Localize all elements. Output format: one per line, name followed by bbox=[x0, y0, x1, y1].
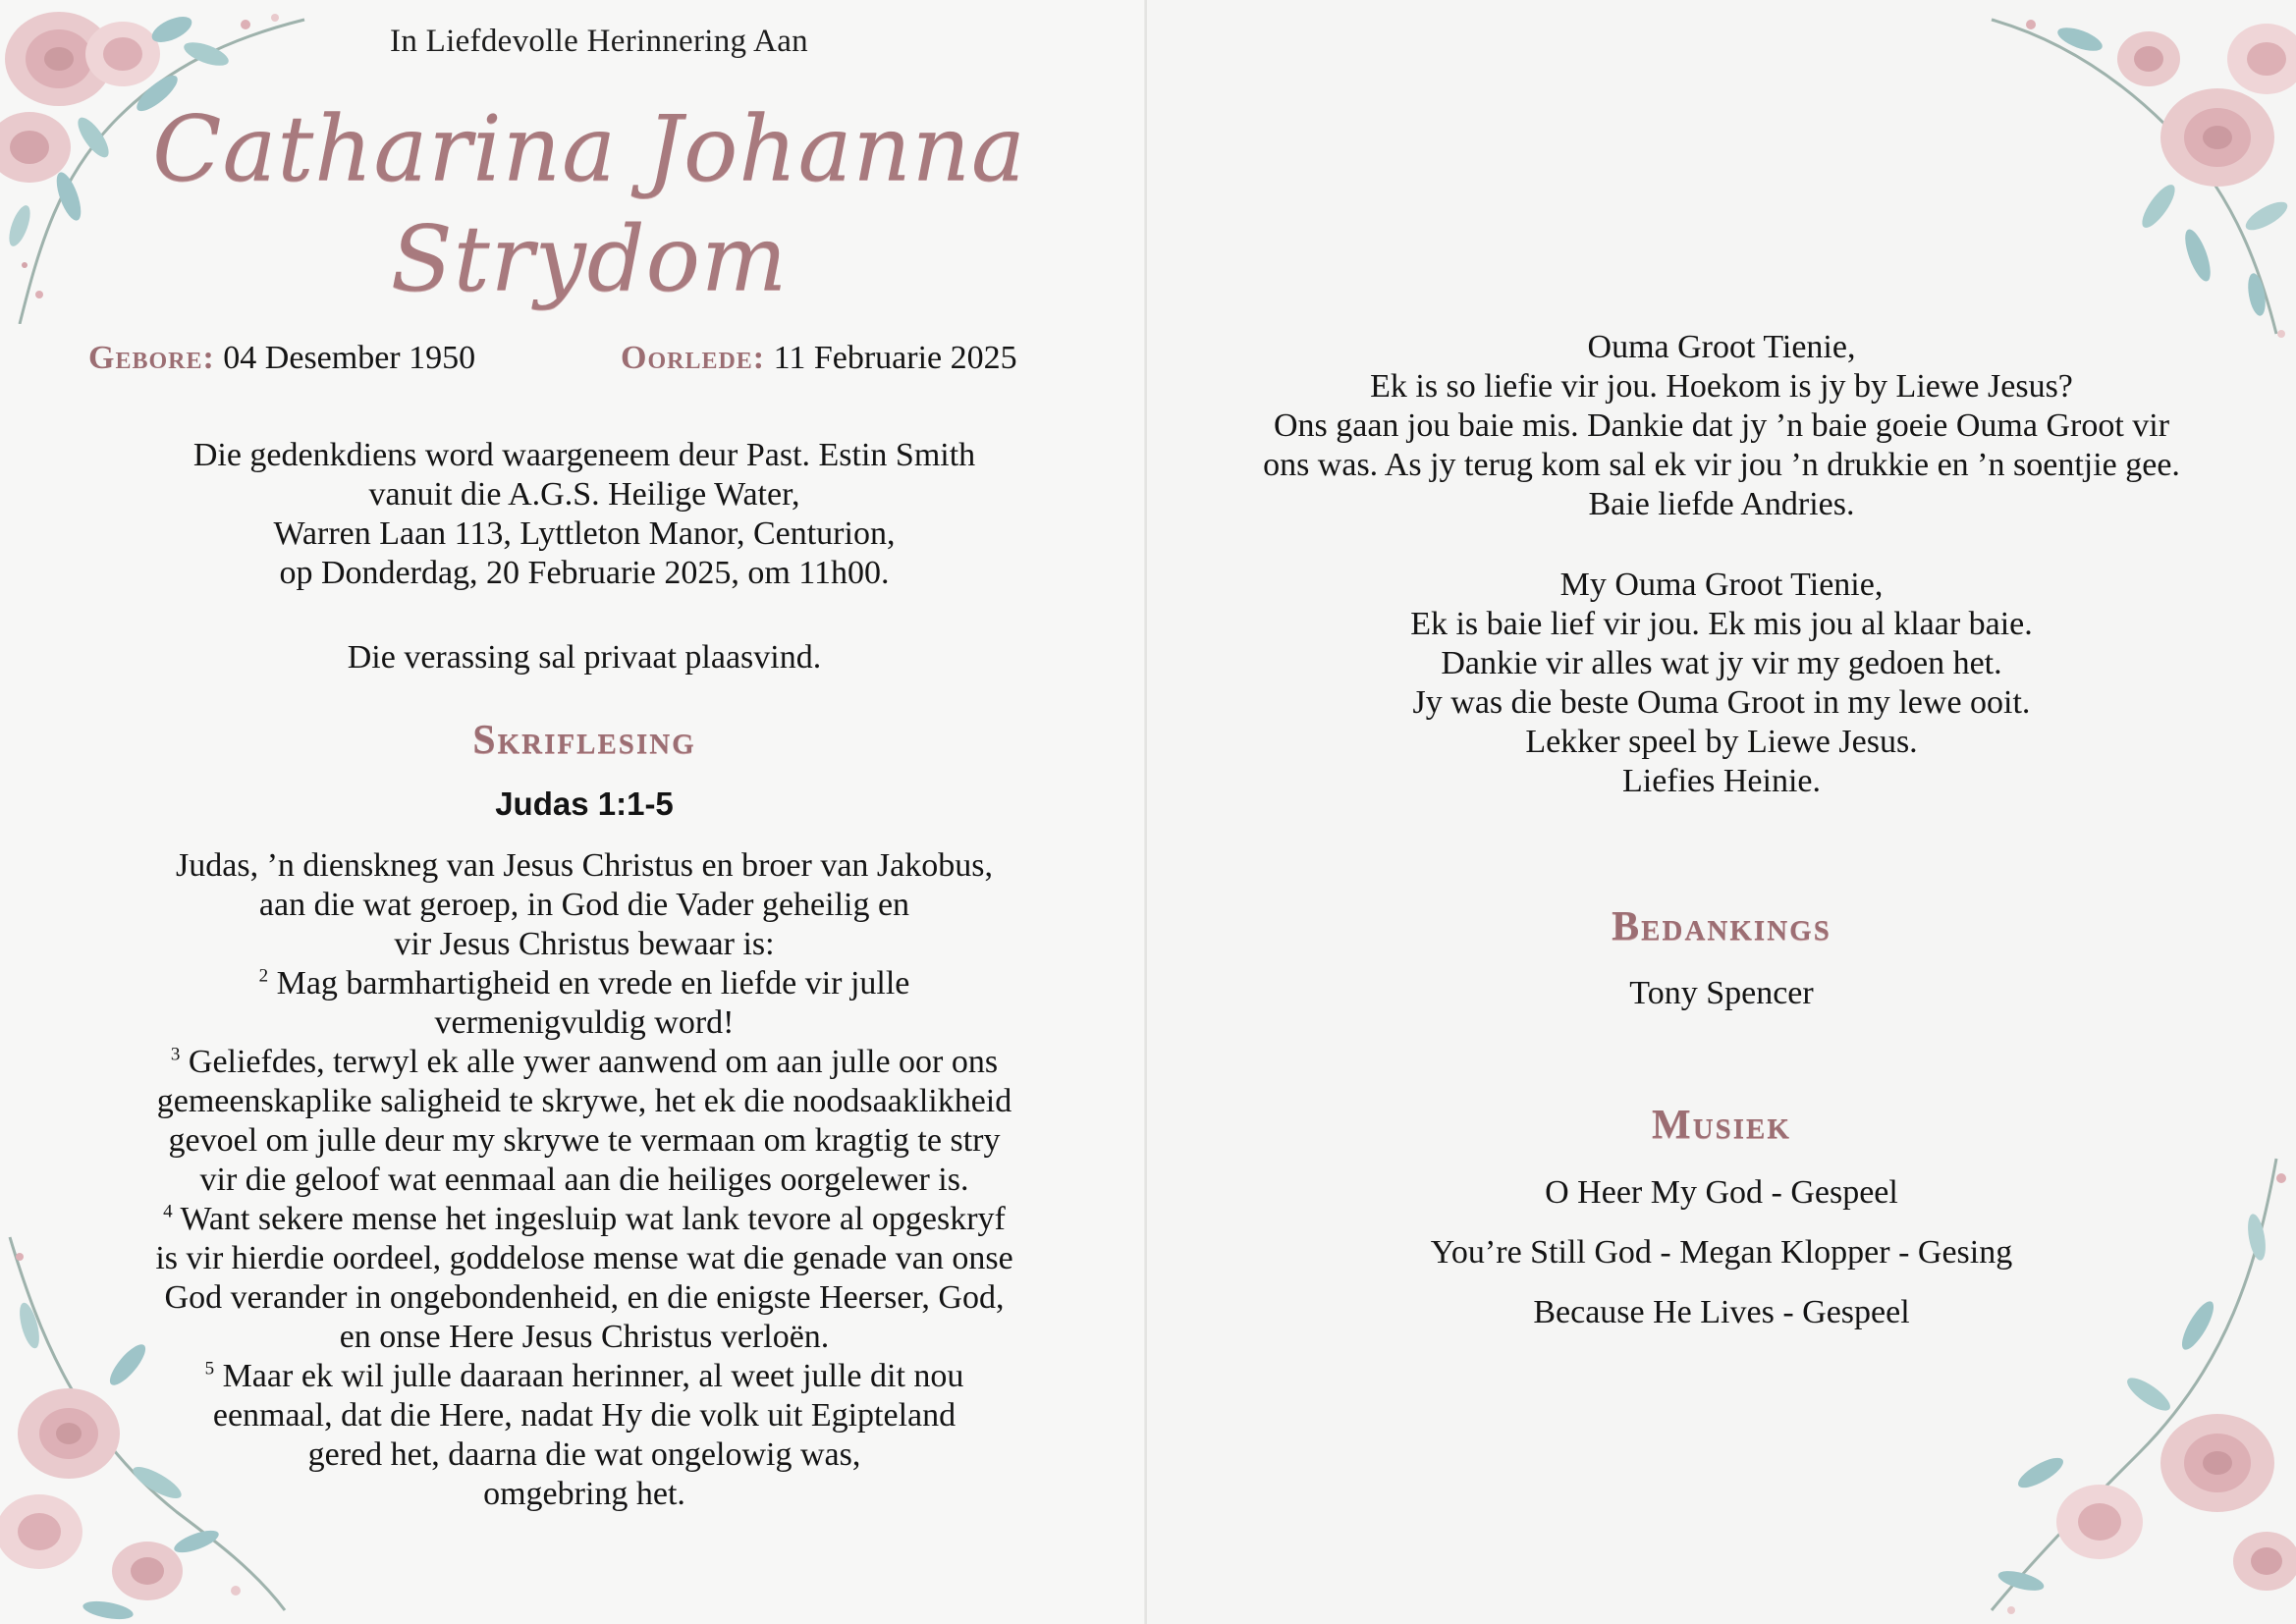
birth-date-row bbox=[88, 340, 475, 377]
scripture-line: omgebring het. bbox=[483, 1476, 685, 1512]
message-line: Ek is so liefie vir jou. Hoekom is jy by Liewe Jesus? bbox=[1370, 368, 2073, 405]
message-heinie bbox=[1147, 566, 2296, 801]
message-line: Jy was die beste Ouma Groot in my lewe ooit. bbox=[1412, 684, 2031, 721]
music-item: Because He Lives - Gespeel bbox=[1533, 1294, 1910, 1330]
message-andries bbox=[1147, 328, 2296, 524]
scripture-line: $^5$ Maar ek wil julle daaraan herinner, al weet julle dit nou bbox=[204, 1358, 964, 1394]
deceased-surname: Strydom bbox=[390, 206, 789, 311]
message-line: My Ouma Groot Tienie, bbox=[1559, 567, 1884, 603]
died-label: Oorlede: bbox=[621, 340, 766, 376]
scripture-line: aan die wat geroep, in God die Vader geheilig en bbox=[258, 887, 910, 923]
scripture-line: God verander in ongebondenheid, en die enigste Heerser, God, bbox=[164, 1279, 1005, 1316]
thanks-heading: Bedankings bbox=[1612, 904, 1831, 949]
thanks-name: Tony Spencer bbox=[1629, 975, 1814, 1011]
message-line: Ek is baie lief vir jou. Ek mis jou al klaar baie. bbox=[1410, 606, 2033, 642]
verse-number: 3 bbox=[170, 1044, 181, 1065]
scripture-line: Judas, ’n dienskneg van Jesus Christus en broer van Jakobus, bbox=[176, 847, 993, 884]
message-line: Ouma Groot Tienie, bbox=[1587, 329, 1856, 365]
music-heading: Musiek bbox=[1652, 1103, 1791, 1148]
music-list bbox=[1147, 1168, 2296, 1348]
born-label: Gebore: bbox=[88, 340, 215, 376]
verse-number: 5 bbox=[204, 1358, 215, 1380]
scripture-line: is vir hierdie oordeel, goddelose mense wat die genade van onse bbox=[155, 1240, 1013, 1276]
service-line: Warren Laan 113, Lyttleton Manor, Centurion, bbox=[273, 515, 896, 552]
message-line: Baie liefde Andries. bbox=[1588, 486, 1855, 522]
scripture-line: gevoel om julle deur my skrywe te vermaan om kragtig te stry bbox=[168, 1122, 1001, 1159]
cremation-note: Die verassing sal privaat plaasvind. bbox=[347, 639, 822, 676]
scripture-text bbox=[0, 846, 1147, 1514]
message-line: Ons gaan jou baie mis. Dankie dat jy ’n baie goeie Ouma Groot vir bbox=[1273, 407, 2170, 444]
music-item: O Heer My God - Gespeel bbox=[1545, 1174, 1898, 1211]
message-line: ons was. As jy terug kom sal ek vir jou ’n drukkie en ’n soentjie gee. bbox=[1263, 447, 2180, 483]
scripture-line: $^3$ Geliefdes, terwyl ek alle ywer aanwend om aan julle oor ons bbox=[170, 1044, 999, 1080]
scripture-heading: Skriflesing bbox=[472, 718, 696, 763]
scripture-line: $^4$ Want sekere mense het ingesluip wat lank tevore al opgeskryf bbox=[163, 1201, 1006, 1237]
scripture-line: vir Jesus Christus bewaar is: bbox=[394, 926, 775, 962]
service-details bbox=[0, 436, 1147, 593]
scripture-line: gemeenskaplike saligheid te skrywe, het ek die noodsaaklikheid bbox=[156, 1083, 1012, 1119]
died-date: 11 Februarie 2025 bbox=[773, 340, 1017, 376]
floral-corner-icon bbox=[1972, 0, 2296, 353]
scripture-line: eenmaal, dat die Here, nadat Hy die volk uit Egipteland bbox=[212, 1397, 957, 1434]
scripture-reference: Judas 1:1-5 bbox=[495, 785, 674, 822]
service-line: vanuit die A.G.S. Heilige Water, bbox=[368, 476, 800, 513]
deceased-first-names: Catharina Johanna bbox=[152, 96, 1026, 201]
scripture-line: vermenigvuldig word! bbox=[434, 1004, 735, 1041]
left-page bbox=[0, 0, 1147, 1624]
verse-number: 2 bbox=[258, 965, 269, 987]
scripture-line: en onse Here Jesus Christus verloën. bbox=[339, 1319, 830, 1355]
service-line: Die gedenkdiens word waargeneem deur Past. Estin Smith bbox=[192, 437, 976, 473]
death-date-row bbox=[621, 340, 1017, 377]
intro-line: In Liefdevolle Herinnering Aan bbox=[390, 24, 808, 59]
music-item: You’re Still God - Megan Klopper - Gesing bbox=[1430, 1234, 2013, 1271]
scripture-line: $^2$ Mag barmhartigheid en vrede en liefde vir julle bbox=[258, 965, 910, 1001]
message-line: Dankie vir alles wat jy vir my gedoen het. bbox=[1441, 645, 2002, 681]
right-page bbox=[1147, 0, 2296, 1624]
verse-number: 4 bbox=[163, 1201, 173, 1222]
message-line: Lekker speel by Liewe Jesus. bbox=[1525, 724, 1918, 760]
scripture-line: gered het, daarna die wat ongelowig was, bbox=[307, 1436, 861, 1473]
service-line: op Donderdag, 20 Februarie 2025, om 11h00. bbox=[279, 555, 890, 591]
message-line: Liefies Heinie. bbox=[1621, 763, 1822, 799]
born-date: 04 Desember 1950 bbox=[223, 340, 476, 376]
scripture-line: vir die geloof wat eenmaal aan die heiliges oorgelewer is. bbox=[199, 1162, 969, 1198]
